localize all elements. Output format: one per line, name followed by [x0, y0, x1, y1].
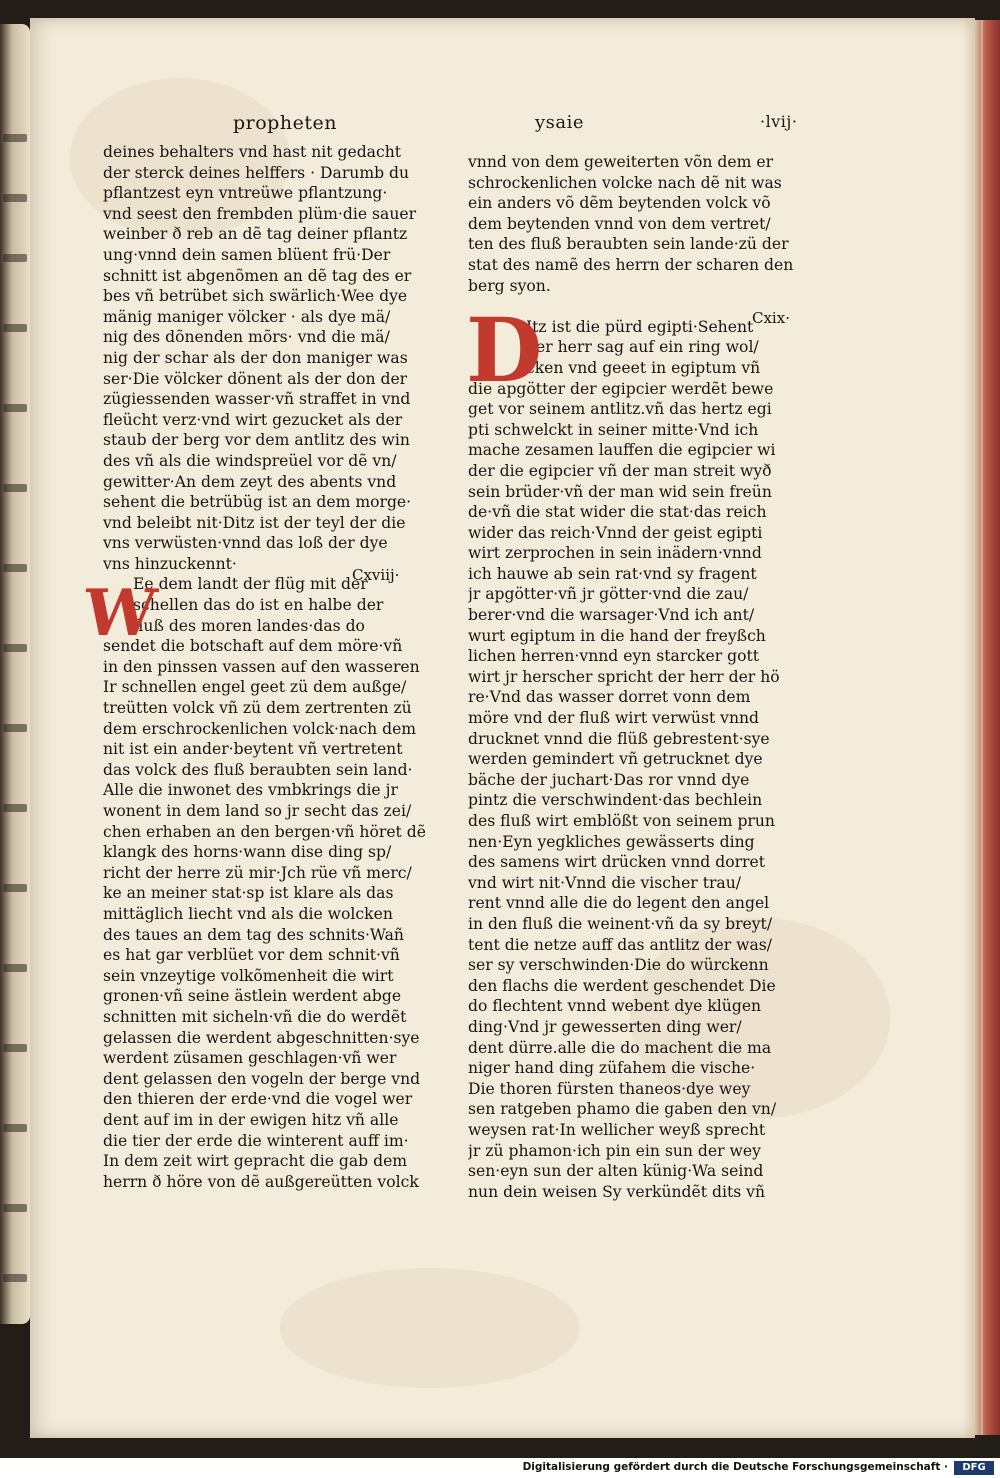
- text-line: Ee dem landt der flüg mit der: [133, 575, 368, 594]
- text-line: ding·Vnd jr gewesserten ding wer/: [468, 1017, 742, 1036]
- text-line: sein brüder·vñ der man wid sein freün: [468, 482, 772, 501]
- text-line: gronen·vñ seine ästlein werdent abge: [103, 987, 402, 1006]
- text-line: schrockenlichen volcke nach dẽ nit was: [468, 173, 782, 192]
- text-line: gewitter·An dem zeyt des abents vnd: [103, 472, 397, 491]
- text-line: vnd seest den frembden plüm·die sauer: [103, 204, 417, 223]
- funding-credit: Digitalisierung gefördert durch die Deutsche Forschungsgemeinschaft ·: [522, 1461, 948, 1473]
- text-line: wonent in dem land so jr secht das zei/: [103, 802, 412, 820]
- initial-w-red: W: [80, 576, 160, 651]
- text-line: des taues an dem tag des schnits·Wañ: [103, 925, 404, 944]
- text-line: bes vñ betrübet sich swärlich·Wee dye: [103, 287, 408, 306]
- text-line: Alle die inwonet des vmbkrings die jr: [103, 781, 398, 800]
- folio-number: ·lvij·: [760, 112, 798, 131]
- text-line: ke an meiner stat·sp ist klare als das: [103, 884, 394, 903]
- text-line: berer·vnd die warsager·Vnd ich ant/: [468, 606, 755, 625]
- text-line: pti schwelckt in seiner mitte·Vnd ich: [468, 420, 759, 439]
- text-line: dem beytenden vnnd von dem vertret/: [468, 214, 771, 233]
- text-line: sen ratgeben phamo die gaben den vn/: [468, 1100, 777, 1119]
- text-line: wirt zerprochen in sein inädern·vnnd: [468, 544, 762, 563]
- text-line: möre vnd der fluß wirt verwüst vnnd: [468, 709, 760, 728]
- text-line: wurt egiptum in die hand der freyßch: [468, 626, 766, 645]
- text-line: get vor seinem antlitz.vñ das hertz egi: [468, 400, 772, 419]
- text-line: das volck des fluß beraubten sein land·: [103, 760, 413, 779]
- text-line: drucknet vnnd die flüß gebrestent·sye: [468, 729, 770, 748]
- text-line: die tier der erde die winterent auff im·: [103, 1131, 409, 1150]
- text-line: stat des namẽ des herrn der scharen den: [468, 255, 794, 274]
- text-line: schnitt ist abgenõmen an dẽ tag des er: [103, 266, 412, 285]
- text-line: dent dürre.alle die do machent die ma: [468, 1038, 772, 1057]
- text-line: ich hauwe ab sein rat·vnd sy fragent: [468, 564, 757, 583]
- text-line: sehent die betrübüg ist an dem morge·: [103, 493, 412, 512]
- text-line: schellen das do ist en halbe der: [133, 596, 384, 615]
- text-line: richt der herre zü mir·Jch rüe vñ merc/: [103, 863, 412, 882]
- text-line: nit ist ein ander·beytent vñ vertretent: [103, 740, 403, 759]
- text-line: vnd beleibt nit·Ditz ist der teyl der die: [103, 513, 406, 532]
- text-line: die apgötter der egipcier werdẽt bewe: [468, 379, 774, 398]
- text-line: dem erschrockenlichen volck·nach dem: [103, 719, 417, 738]
- text-line: herrn ð höre von dẽ außgereütten volck: [103, 1172, 419, 1191]
- text-line: der herr sag auf ein ring wol/: [526, 338, 759, 357]
- text-line: dent gelassen den vogeln der berge vnd: [103, 1069, 421, 1088]
- text-line: fleücht verz·vnd wirt gezucket als der: [103, 410, 403, 429]
- text-line: sein vnzeytige volkõmenheit die wirt: [103, 966, 394, 985]
- text-line: mache zesamen lauffen die egipcier wi: [468, 441, 776, 460]
- text-line: Ir schnellen engel geet zü dem außge/: [103, 678, 407, 697]
- text-line: pflantzest eyn vntreüwe pflantzung·: [103, 184, 388, 203]
- text-line: wirt jr herscher spricht der herr der hö: [468, 667, 780, 686]
- text-line: ser·Die völcker dönent als der don der: [103, 369, 408, 388]
- text-line: ung·vnnd dein samen blüent frü·Der: [103, 245, 391, 264]
- chapter-number-right: Cxix·: [752, 309, 790, 327]
- text-line: rent vnnd alle die do legent den angel: [468, 894, 770, 913]
- text-line: gelassen die werdent abgeschnitten·sye: [103, 1028, 420, 1047]
- text-line: in den pinssen vassen auf den wasseren: [103, 657, 420, 676]
- initial-d-red: D: [466, 298, 543, 402]
- text-line: den thieren der erde·vnd die vogel wer: [103, 1090, 413, 1109]
- text-line: Die thoren fürsten thaneos·dye wey: [468, 1079, 751, 1098]
- text-line: vns hinzuckennt·: [103, 554, 237, 573]
- left-text-column: [103, 142, 438, 1192]
- right-page-edge: [975, 20, 1000, 1435]
- text-line: bäche der juchart·Das ror vnnd dye: [468, 770, 750, 789]
- text-line: ein anders võ dẽm beytenden volck võ: [468, 194, 771, 213]
- text-line: lichen herren·vnnd eyn starcker gott: [468, 647, 760, 666]
- text-line: jr apgötter·vñ jr götter·vnd die zau/: [468, 585, 749, 604]
- text-line: in den fluß die weinent·vñ da sy breyt/: [468, 914, 773, 933]
- text-line: do flechtent vnnd webent dye klügen: [468, 997, 762, 1016]
- text-line: des samens wirt drücken vnnd dorret: [468, 853, 765, 872]
- text-line: des fluß wirt emblößt von seinem prun: [468, 812, 775, 830]
- text-line: cken vnd geeet in egiptum vñ: [526, 358, 761, 377]
- text-line: niger hand ding züfahem die vische·: [468, 1059, 756, 1078]
- text-line: staub der berg vor dem antlitz des win: [103, 431, 410, 450]
- text-line: sendet die botschaft auf dem möre·vñ: [103, 637, 403, 656]
- text-line: nig der schar als der don maniger was: [103, 348, 408, 367]
- text-line: de·vñ die stat wider die stat·das reich: [468, 503, 767, 522]
- text-line: mänig maniger völcker · als dye mä/: [103, 307, 391, 326]
- text-line: des vñ als die windspreüel vor dẽ vn/: [103, 451, 397, 470]
- chapter-number-left: Cxviij·: [352, 566, 400, 584]
- text-line: werden gemindert vñ getrucknet dye: [468, 750, 763, 769]
- text-line: treütten volck vñ zü dem zertrenten zü: [103, 699, 412, 718]
- text-line: werdent züsamen geschlagen·vñ wer: [103, 1049, 397, 1068]
- text-line: vns verwüsten·vnnd das loß der dye: [103, 534, 388, 553]
- text-line: der sterck deines helffers · Darumb du: [103, 163, 410, 182]
- footer-bar: [0, 1458, 1000, 1478]
- text-line: nig des dõnenden mõrs· vnd die mä/: [103, 328, 390, 347]
- text-line: wider das reich·Vnnd der geist egipti: [468, 523, 763, 542]
- text-line: nun dein weisen Sy verkündẽt dits vñ: [468, 1182, 766, 1201]
- text-line: es hat gar verblüet vor dem schnit·vñ: [103, 946, 400, 965]
- text-line: vnd wirt nit·Vnnd die vischer trau/: [468, 873, 742, 892]
- text-line: vnnd von dem geweiterten võn dem er: [468, 153, 774, 171]
- text-line: mittäglich liecht vnd als die wolcken: [103, 904, 393, 923]
- text-line: In dem zeit wirt gepracht die gab dem: [103, 1152, 408, 1171]
- text-line: tent die netze auff das antlitz der was/: [468, 935, 773, 954]
- text-line: pintz die verschwindent·das bechlein: [468, 791, 763, 810]
- text-line: chen erhaben an den bergen·vñ höret dẽ: [103, 822, 426, 841]
- text-line: berg syon.: [468, 276, 551, 295]
- running-head-left: propheten: [233, 112, 337, 134]
- text-line: Itz ist die pürd egipti·Sehent: [526, 317, 754, 336]
- text-line: deines behalters vnd hast nit gedacht: [103, 143, 402, 161]
- left-page-edge: [0, 24, 30, 1324]
- text-line: nen·Eyn yegkliches gewässerts ding: [468, 832, 755, 851]
- text-line: re·Vnd das wasser dorret vonn dem: [468, 688, 751, 707]
- text-line: ten des fluß beraubten sein lande·zü der: [468, 235, 789, 254]
- text-line: sen·eyn sun der alten künig·Wa seind: [468, 1162, 764, 1181]
- text-line: jr zü phamon·ich pin ein sun der wey: [468, 1141, 761, 1160]
- running-head-center: ysaie: [535, 112, 585, 133]
- text-line: ser sy verschwinden·Die do würckenn: [468, 956, 769, 975]
- text-line: weinber ð reb an dẽ tag deiner pflantz: [103, 225, 408, 244]
- text-line: zügiessenden wasser·vñ straffet in vnd: [103, 390, 411, 409]
- text-line: schnitten mit sicheln·vñ die do werdẽt: [103, 1007, 407, 1026]
- text-line: fluß des moren landes·das do: [133, 616, 365, 635]
- text-line: klangk des horns·wann dise ding sp/: [103, 843, 392, 862]
- dfg-logo: DFG: [954, 1461, 994, 1475]
- text-line: den flachs die werdent geschendet Die: [468, 976, 776, 995]
- text-line: der die egipcier vñ der man streit wyð: [468, 461, 772, 480]
- text-line: dent auf im in der ewigen hitz vñ alle: [103, 1110, 399, 1129]
- text-line: weysen rat·In wellicher weyß sprecht: [468, 1120, 766, 1139]
